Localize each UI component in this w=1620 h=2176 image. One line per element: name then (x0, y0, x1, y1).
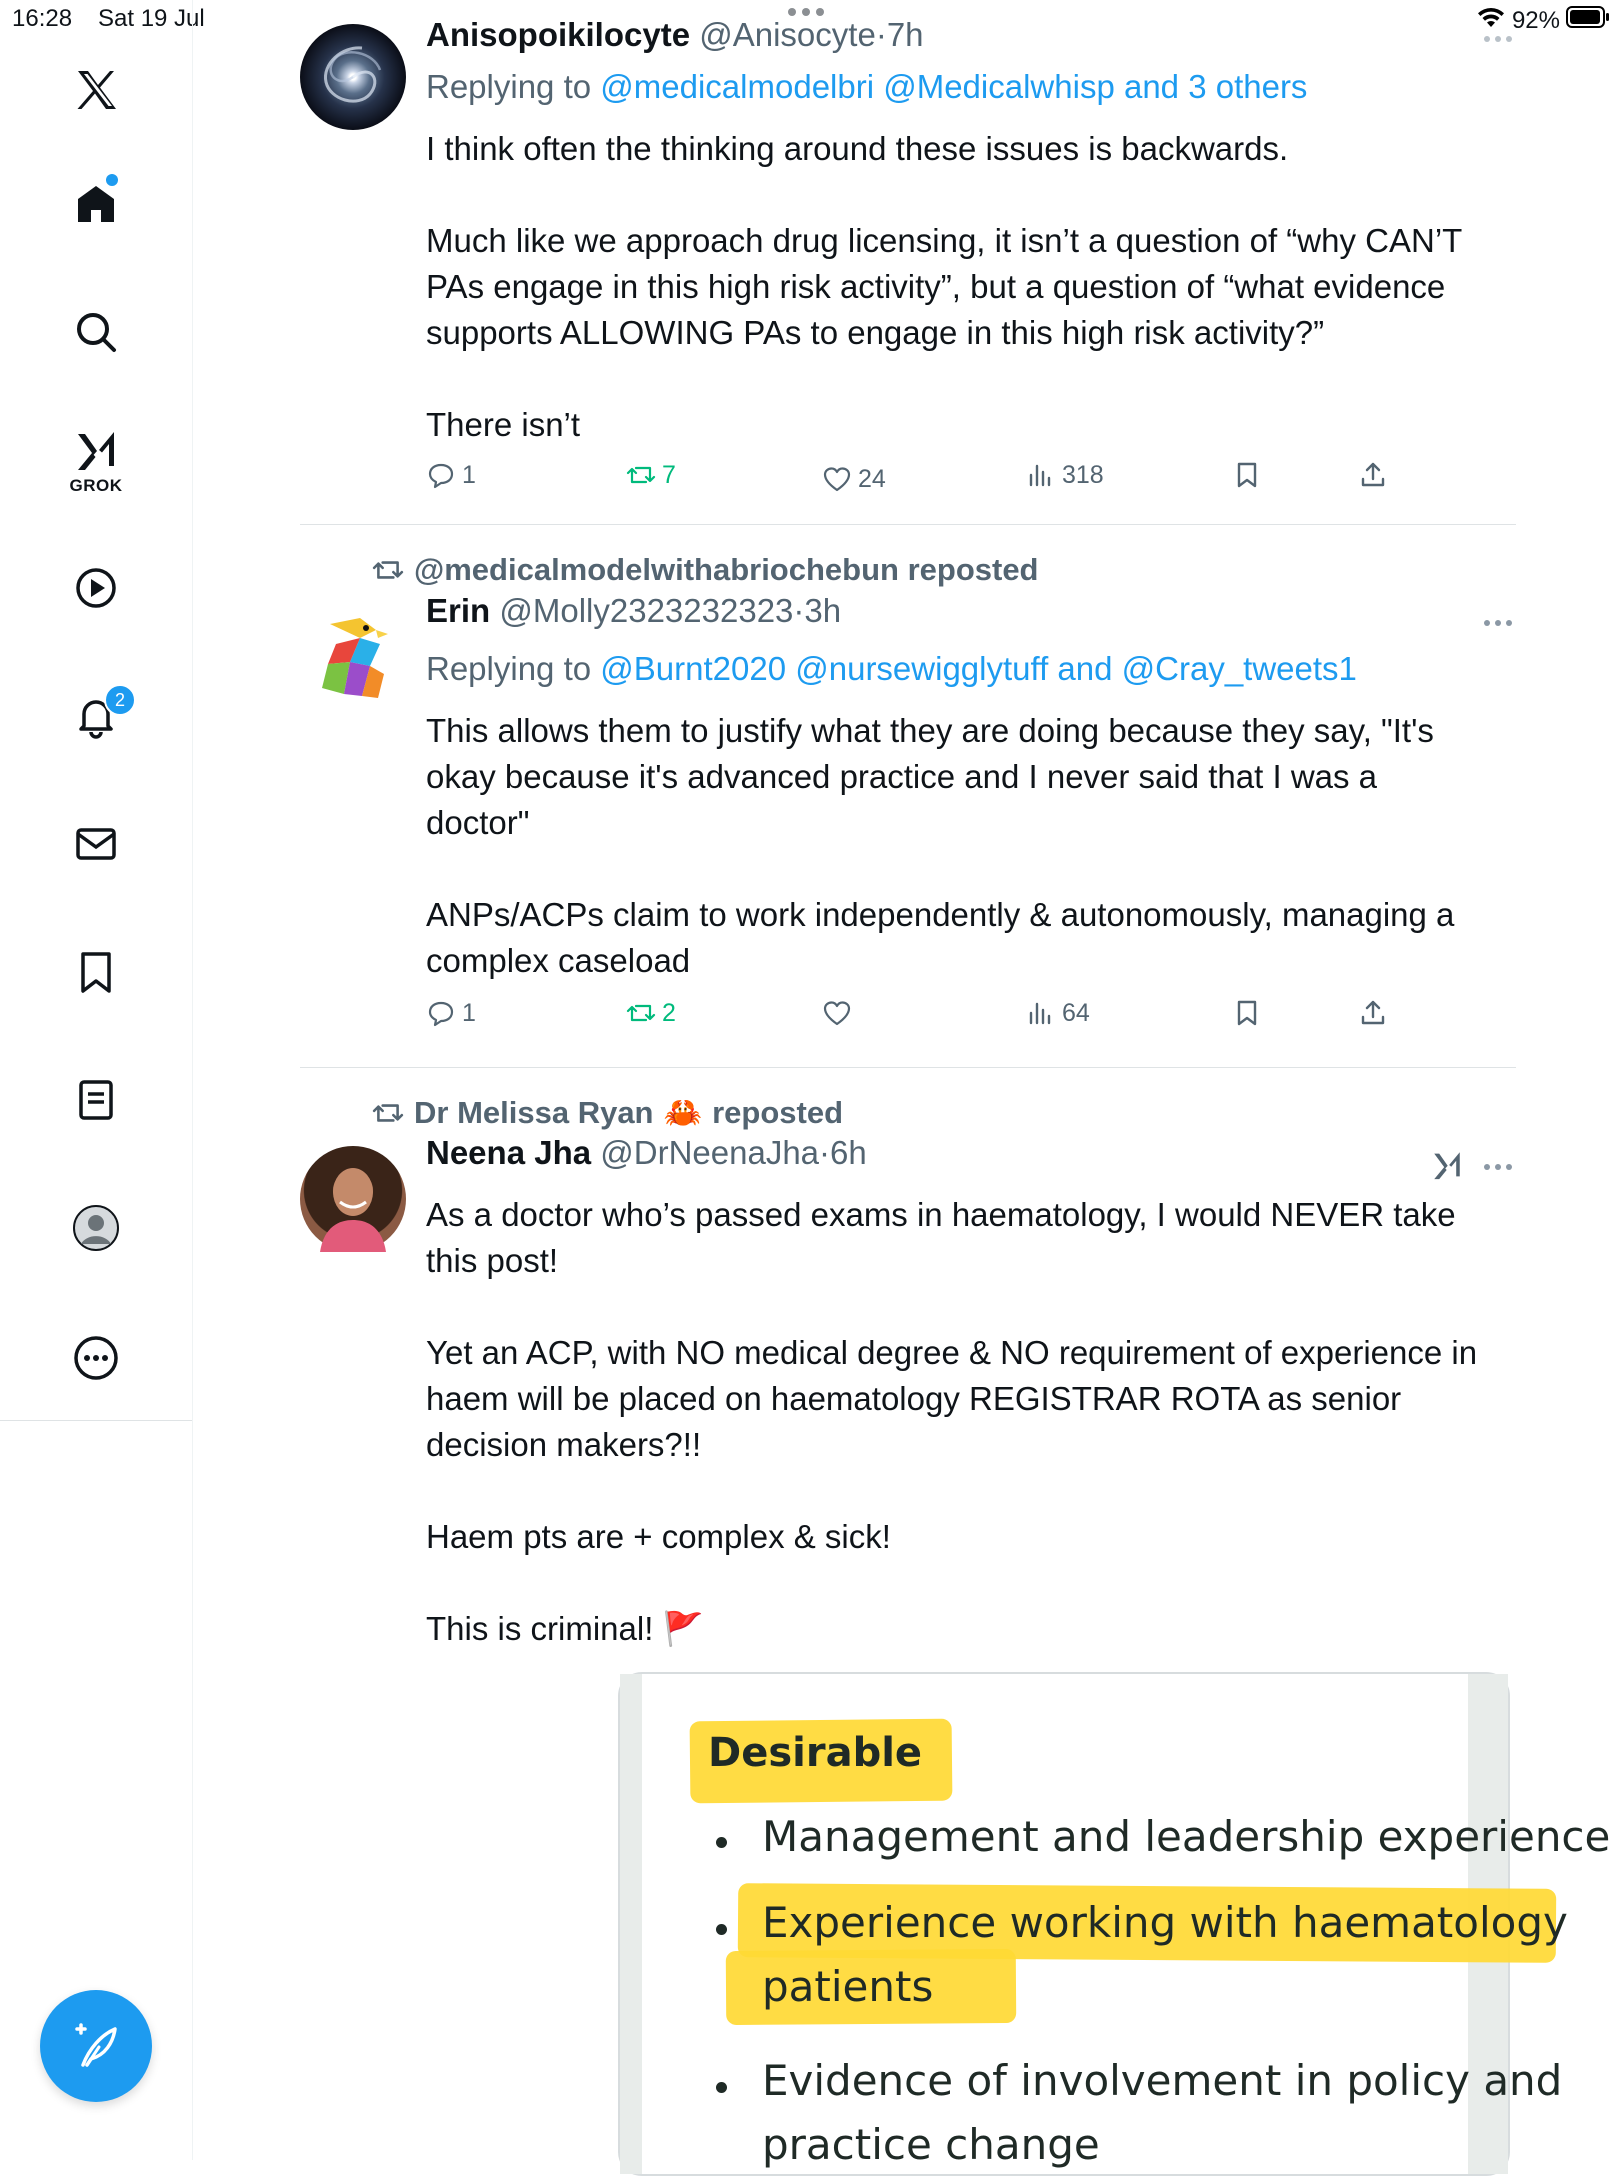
post-timestamp[interactable]: 3h (804, 592, 842, 629)
sidebar (0, 0, 193, 2160)
profile-avatar-icon[interactable] (70, 1202, 122, 1254)
bookmarks-icon[interactable] (70, 946, 122, 998)
post-anisopoikilocyte[interactable] (300, 0, 1516, 520)
reply-mentions[interactable]: @Burnt2020 @nursewigglytuff and @Cray_tweets1 (600, 650, 1357, 687)
repost-context-text[interactable]: @medicalmodelwithabriochebun reposted (414, 552, 1039, 587)
more-options-icon[interactable] (70, 1332, 122, 1384)
x-logo-icon[interactable] (70, 64, 122, 116)
share-icon (1358, 998, 1388, 1028)
repost-icon (626, 998, 656, 1028)
repost-context (372, 1094, 843, 1131)
repost-button[interactable] (626, 998, 676, 1028)
views-button[interactable] (1026, 460, 1104, 490)
media-bullet (716, 1924, 727, 1935)
repost-count: 2 (662, 998, 676, 1027)
reply-count: 1 (462, 998, 476, 1027)
media-bullet-text: Experience working with haematology (762, 1898, 1568, 1947)
post-more-icon[interactable] (1484, 1164, 1512, 1170)
video-icon[interactable] (70, 562, 122, 614)
post-more-icon[interactable] (1484, 36, 1512, 42)
repost-count: 7 (662, 460, 676, 489)
post-media-image[interactable] (618, 1672, 1611, 2176)
post-text: I think often the thinking around these issues is backwards. Much like we approach drug licensing, it isn’t a question of “why CAN’T PAs engage in this high risk activity”, but a question of “what evidence supports ALLOWING PAs to engage in this high risk activity?” There isn’t (426, 130, 1463, 443)
views-button[interactable] (1026, 998, 1090, 1028)
sidebar-divider (0, 1420, 192, 1421)
heart-icon (822, 998, 852, 1028)
author-avatar[interactable] (300, 1146, 406, 1252)
reply-icon (426, 998, 456, 1028)
repost-context-name[interactable]: Dr Melissa Ryan (414, 1094, 654, 1130)
repost-context-icon (372, 1097, 404, 1129)
post-actions (426, 998, 1516, 1038)
post-timestamp[interactable]: 7h (886, 16, 924, 53)
post-header (426, 592, 841, 630)
media-left-edge (620, 1674, 642, 2174)
media-bullet-text: patients (762, 1962, 934, 2011)
replying-to (426, 68, 1307, 106)
reply-icon (426, 460, 456, 490)
heart-icon (822, 464, 852, 494)
repost-context-suffix: reposted (712, 1094, 844, 1130)
search-icon[interactable] (70, 306, 122, 358)
reply-button[interactable] (426, 998, 476, 1028)
post-header (426, 1134, 867, 1172)
replying-to-prefix: Replying to (426, 68, 592, 105)
timeline-feed (192, 0, 1620, 2169)
media-heading: Desirable (708, 1730, 923, 1776)
grok-label: GROK (69, 476, 123, 495)
header-separator: · (793, 592, 805, 629)
author-handle[interactable]: @Molly2323232323 (499, 592, 794, 629)
replying-to (426, 650, 1357, 688)
media-bullet-text: practice change (762, 2120, 1100, 2169)
post-timestamp[interactable]: 6h (830, 1134, 867, 1171)
views-chart-icon (1026, 998, 1056, 1028)
lists-icon[interactable] (70, 1074, 122, 1126)
share-button[interactable] (1358, 460, 1388, 490)
repost-context-icon (372, 554, 404, 586)
view-count: 64 (1062, 998, 1090, 1027)
media-bullet-text: Management and leadership experience (762, 1812, 1611, 1861)
author-avatar[interactable] (300, 604, 406, 710)
messages-envelope-icon[interactable] (70, 818, 122, 870)
post-text: This allows them to justify what they are doing because they say, "It's okay because it's advanced practice and I never said that I was a doctor" ANPs/ACPs claim to work independently & autonomously, managing a complex caseload (426, 712, 1455, 979)
bookmark-icon (1232, 998, 1262, 1028)
views-chart-icon (1026, 460, 1056, 490)
media-bullet (716, 2082, 727, 2093)
author-avatar[interactable] (300, 24, 406, 130)
like-count: 24 (858, 464, 886, 493)
compose-feather-icon (69, 2019, 123, 2073)
reply-mentions[interactable]: @medicalmodelbri @Medicalwhisp and 3 others (600, 68, 1308, 105)
view-count: 318 (1062, 460, 1104, 489)
crab-emoji: 🦀 (663, 1095, 703, 1130)
reply-count: 1 (462, 460, 476, 489)
header-separator: · (819, 1134, 831, 1171)
like-button[interactable] (822, 998, 858, 1028)
compose-post-button[interactable] (40, 1990, 152, 2102)
post-separator (300, 1067, 1516, 1068)
home-icon[interactable] (70, 178, 122, 230)
notifications-badge: 2 (104, 684, 136, 716)
bookmark-icon (1232, 460, 1262, 490)
author-handle[interactable]: @Anisocyte (699, 16, 876, 53)
grok-icon[interactable] (70, 424, 122, 476)
status-time: 16:28 (12, 5, 73, 32)
status-date: Sat 19 Jul (98, 5, 205, 32)
post-actions (426, 460, 1516, 500)
post-erin[interactable] (300, 540, 1516, 1060)
repost-context (372, 552, 1039, 588)
media-bullet-text: Evidence of involvement in policy and (762, 2056, 1563, 2105)
like-button[interactable] (822, 464, 886, 494)
author-name[interactable]: Erin (426, 592, 491, 629)
post-separator (300, 524, 1516, 525)
author-handle[interactable]: @DrNeenaJha (600, 1134, 820, 1171)
home-unread-dot (106, 174, 118, 186)
post-more-icon[interactable] (1484, 620, 1512, 626)
repost-icon (626, 460, 656, 490)
header-separator: · (875, 16, 887, 53)
post-header (426, 16, 924, 54)
bookmark-button[interactable] (1232, 998, 1262, 1028)
grok-analyze-icon[interactable] (1430, 1148, 1464, 1182)
author-name[interactable]: Anisopoikilocyte (426, 16, 691, 53)
share-icon (1358, 460, 1388, 490)
reply-button[interactable] (426, 460, 476, 490)
bookmark-button[interactable] (1232, 460, 1262, 490)
battery-percent: 92% (1511, 6, 1560, 34)
media-bullet (716, 1837, 727, 1848)
author-name[interactable]: Neena Jha (426, 1134, 592, 1171)
post-text: As a doctor who’s passed exams in haematology, I would NEVER take this post! Yet an ACP, with NO medical degree & NO requirement of experience in haem will be placed on haematology REGISTRAR ROTA as senior decision makers?!! Haem pts are + complex & sick! This is criminal! 🚩 (426, 1196, 1478, 1647)
repost-button[interactable] (626, 460, 676, 490)
replying-to-prefix: Replying to (426, 650, 592, 687)
share-button[interactable] (1358, 998, 1388, 1028)
